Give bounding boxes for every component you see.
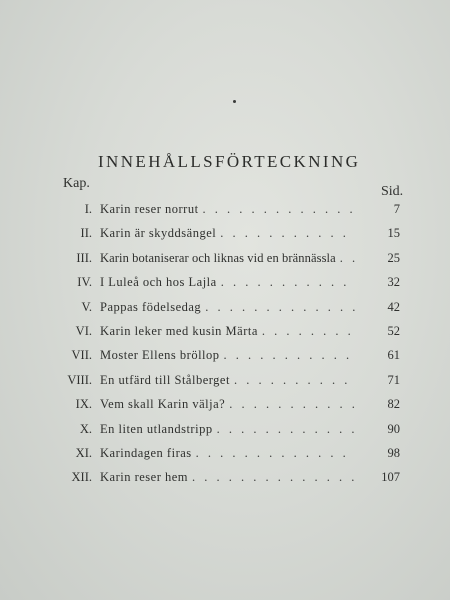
chapter-number: XI.: [75, 445, 92, 460]
dot-leader: [217, 422, 355, 437]
page-column-label: Sid.: [381, 184, 404, 199]
chapter-title: Karin leker med kusin Märta: [100, 323, 258, 338]
chapter-number: VII.: [71, 348, 92, 363]
chapter-number: II.: [80, 226, 92, 241]
chapter-page: 25: [387, 250, 400, 265]
dot-leader: [192, 470, 355, 485]
dot-leader: [196, 446, 355, 461]
chapter-title: Karin botaniserar och liknas vid en brännässla: [100, 250, 336, 265]
chapter-number: VIII.: [67, 372, 92, 387]
chapter-title: Karindagen firas: [100, 445, 192, 460]
toc-row: [0, 226, 450, 250]
chapter-number: IX.: [75, 397, 92, 412]
chapter-title: I Luleå och hos Lajla: [100, 275, 217, 290]
chapter-page: 32: [387, 275, 400, 290]
chapter-title-line: [100, 226, 355, 241]
chapter-title-line: [100, 470, 355, 485]
chapter-title: Karin reser norrut: [100, 202, 199, 216]
toc-row: [0, 251, 450, 275]
chapter-page: 52: [387, 323, 400, 338]
toc-row: [0, 324, 450, 348]
toc-row: [0, 446, 450, 470]
chapter-page: 15: [387, 226, 400, 241]
toc-row: [0, 422, 450, 446]
dot-leader: [234, 373, 355, 388]
chapter-column-label: Kap.: [63, 176, 90, 191]
chapter-page: 107: [381, 470, 400, 485]
chapter-title: Karin reser hem: [100, 470, 189, 485]
chapter-number: XII.: [71, 470, 92, 485]
chapter-number: I.: [84, 202, 92, 216]
toc-row: [0, 348, 450, 372]
chapter-number: V.: [81, 299, 92, 314]
chapter-title: En utfärd till Stålberget: [100, 372, 230, 387]
chapter-title: Karin är skyddsängel: [100, 226, 217, 241]
chapter-title-line: [100, 422, 355, 437]
toc-row: [0, 202, 450, 226]
chapter-number: VI.: [75, 323, 92, 338]
dot-leader: [221, 275, 355, 290]
chapter-page: 42: [387, 299, 400, 314]
chapter-page: 71: [387, 372, 400, 387]
chapter-number: IV.: [77, 275, 92, 290]
toc-row: [0, 275, 450, 299]
chapter-title-line: [100, 300, 355, 315]
chapter-title-line: [100, 446, 355, 461]
chapter-title-line: [100, 348, 355, 363]
dot-leader: [205, 300, 355, 315]
toc-row: [0, 373, 450, 397]
toc-row: [0, 300, 450, 324]
chapter-title-line: [100, 275, 355, 290]
toc-list: [0, 202, 450, 495]
chapter-number: X.: [79, 421, 92, 436]
chapter-page: 7: [393, 202, 400, 216]
chapter-number: III.: [76, 250, 92, 265]
toc-row: [0, 397, 450, 421]
toc-heading: INNEHÅLLSFÖRTECKNING: [98, 152, 361, 171]
dot-leader: [203, 202, 355, 217]
chapter-title: En liten utlandstripp: [100, 421, 213, 436]
chapter-title-line: [100, 324, 355, 339]
chapter-title: Vem skall Karin välja?: [100, 397, 226, 412]
ornament-dot: [233, 100, 236, 103]
toc-row: [0, 470, 450, 494]
dot-leader: [262, 324, 355, 339]
chapter-title: Moster Ellens bröllop: [100, 348, 220, 363]
chapter-title-line: [100, 251, 355, 266]
chapter-title-line: [100, 397, 355, 412]
dot-leader: [340, 251, 355, 266]
chapter-page: 90: [387, 421, 400, 436]
dot-leader: [224, 348, 355, 363]
dot-leader: [220, 226, 355, 241]
dot-leader: [229, 397, 355, 412]
chapter-title-line: [100, 202, 355, 217]
chapter-page: 82: [387, 397, 400, 412]
chapter-page: 98: [387, 445, 400, 460]
chapter-title-line: [100, 373, 355, 388]
chapter-title: Pappas födelsedag: [100, 299, 202, 314]
chapter-page: 61: [387, 348, 400, 363]
